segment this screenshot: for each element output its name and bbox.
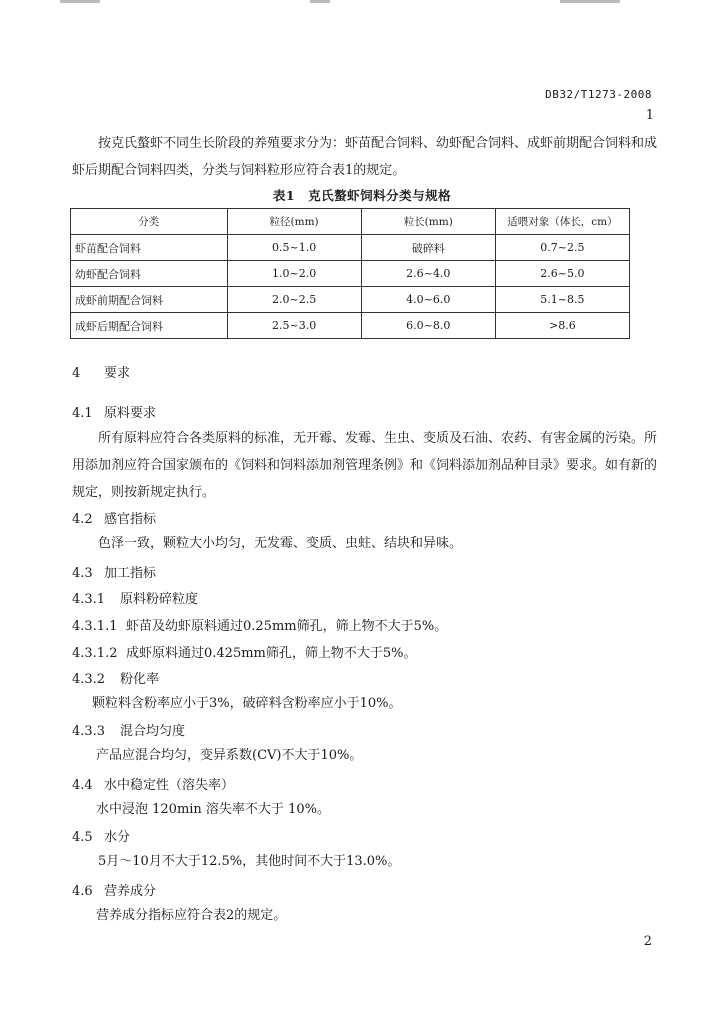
section-heading-4-4 [72,774,234,793]
section-heading-4-3 [72,562,156,581]
table-cell: 0.7~2.5 [495,235,629,261]
clause-4-3-1-2 [72,642,417,661]
top-page-marker: 1 [645,108,654,123]
table-cell: 4.0~6.0 [361,287,495,313]
table-cell: 5.1~8.5 [495,287,629,313]
section-number: 4.3.1 [72,592,106,607]
table-cell: 破碎料 [361,235,495,261]
section-heading-4-3-1 [72,588,198,607]
column-header: 分类 [71,209,228,235]
section-number: 4.3.2 [72,672,106,687]
section-number: 4.4 [72,778,93,793]
section-heading-4-5 [72,826,130,845]
section-number: 4.3 [72,566,93,581]
section-heading-4-3-2 [72,668,159,687]
section-number: 4.6 [72,884,93,899]
section-title: 要求 [104,366,131,381]
section-title: 混合均匀度 [120,724,186,739]
table-row [71,261,630,287]
table-cell: 6.0~8.0 [361,313,495,339]
section-title: 感官指标 [104,512,157,527]
table-cell: 2.0~2.5 [227,287,361,313]
column-header: 粒长(mm) [361,209,495,235]
section-body-4-3-2: 颗粒料含粉率应小于3%，破碎料含粉率应小于10%。 [92,696,402,711]
table-cell: 2.6~5.0 [495,261,629,287]
column-header: 粒径(mm) [227,209,361,235]
section-body-4-6: 营养成分指标应符合表2的规定。 [96,908,287,923]
table-cell: >8.6 [495,313,629,339]
section-number: 4.3.3 [72,724,106,739]
scan-artifact [310,0,330,3]
table-cell: 2.6~4.0 [361,261,495,287]
table-cell: 幼虾配合饲料 [71,261,228,287]
section-title: 营养成分 [104,884,157,899]
section-title: 水中稳定性（溶失率） [104,778,235,793]
section-number: 4 [72,366,81,381]
section-title: 原料粉碎粒度 [120,592,199,607]
table-row [71,235,630,261]
section-body-4-5: 5月～10月不大于12.5%，其他时间不大于13.0%。 [98,854,401,869]
table-header-row [71,209,630,235]
section-body-4-2: 色泽一致，颗粒大小均匀，无发霉、变质、虫蛀、结块和异味。 [98,536,463,551]
section-title: 加工指标 [104,566,157,581]
table-title: 表1 克氏螯虾饲料分类与规格 [272,188,452,203]
table-cell: 成虾前期配合饲料 [71,287,228,313]
clause-text: 虾苗及幼虾原料通过0.25mm筛孔，筛上物不大于5%。 [126,619,448,634]
section-number: 4.3.1.1 [72,619,118,634]
feed-spec-table [70,208,630,339]
section-body-4-1: 所有原料应符合各类原料的标准，无开霉、发霉、生虫、变质及石油、农药、有害金属的污染。所用添加剂应符合国家颁布的《饲料和饲料添加剂管理条例》和《饲料添加剂品种目录》要求。如有新的规定，则按新规定执行。 [72,431,658,500]
table-cell: 成虾后期配合饲料 [71,313,228,339]
section-title: 水分 [104,830,131,845]
section-title: 粉化率 [120,672,160,687]
section-body-4-3-3: 产品应混合均匀，变异系数(CV)不大于10%。 [96,748,363,763]
column-header: 适喂对象（体长，cm） [495,209,629,235]
section-heading-4-2 [72,508,156,527]
section-title: 原料要求 [104,406,157,421]
standard-code: DB32/T1273-2008 [545,88,652,101]
clause-text: 成虾原料通过0.425mm筛孔，筛上物不大于5%。 [126,646,417,661]
section-heading-4-3-3 [72,720,185,739]
table-row [71,313,630,339]
table-cell: 1.0~2.0 [227,261,361,287]
section-heading-4-6 [72,880,156,899]
scan-artifact [60,0,100,3]
scan-artifact [560,0,620,3]
intro-paragraph: 按克氏螯虾不同生长阶段的养殖要求分为：虾苗配合饲料、幼虾配合饲料、成虾前期配合饲料和成虾后期配合饲料四类，分类与饲料粒形应符合表1的规定。 [72,136,658,178]
table-cell: 2.5~3.0 [227,313,361,339]
section-heading-4 [72,362,130,381]
section-number: 4.1 [72,406,93,421]
section-number: 4.2 [72,512,93,527]
clause-4-3-1-1 [72,615,447,634]
table-row [71,287,630,313]
table-cell: 0.5~1.0 [227,235,361,261]
section-heading-4-1 [72,402,156,421]
section-number: 4.3.1.2 [72,646,118,661]
section-number: 4.5 [72,830,93,845]
page-number: 2 [643,934,652,949]
section-body-4-4: 水中浸泡 120min 溶失率不大于 10%。 [96,802,330,817]
table-cell: 虾苗配合饲料 [71,235,228,261]
